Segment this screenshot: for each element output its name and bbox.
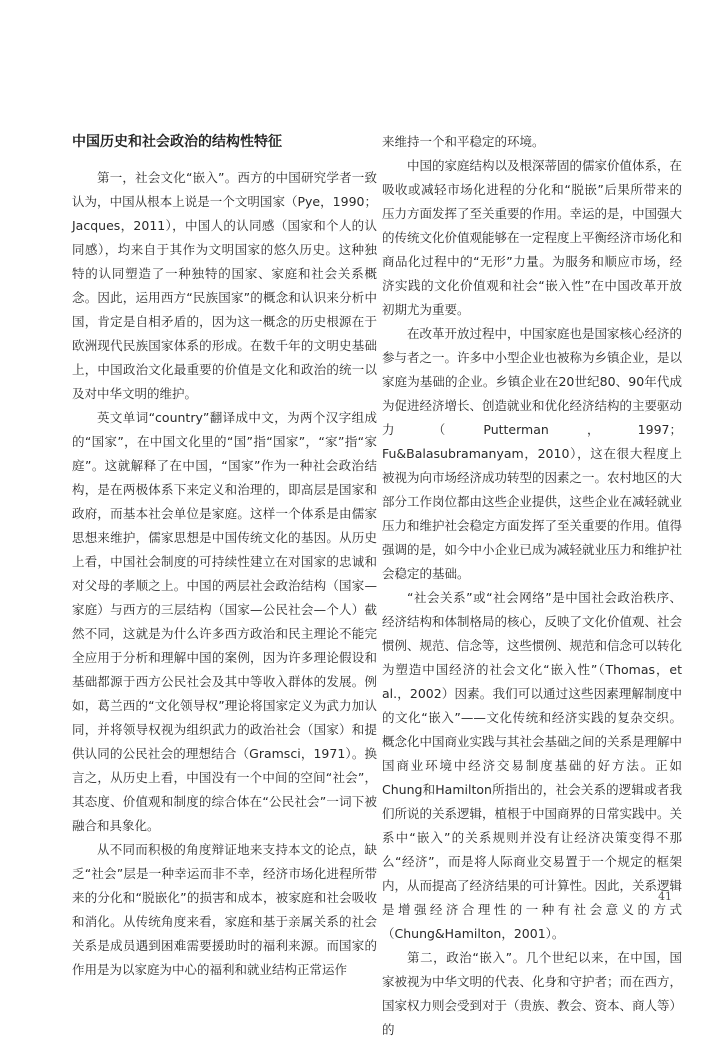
left-column-body bbox=[72, 166, 377, 982]
page-number: 41 bbox=[658, 890, 672, 903]
paragraph: “社会关系”或“社会网络”是中国社会政治秩序、经济结构和体制格局的核心，反映了文化价值观、社会惯例、规范、信念等，这些惯例、规范和信念可以转化为塑造中国经济的社会文化“嵌入性”（Thomas，et al.，2002）因素。我们可以通过这些因素理解制度中的文化“嵌入”——文化传统和经济实践的复杂交织。概念化中国商业实践与其社会基础之间的关系是理解中国商业环境中经济交易制度基础的好方法。正如Chung和Hamilton所指出的，社会关系的逻辑或者我们所说的关系逻辑，植根于中国商界的日常实践中。关系中“嵌入”的关系规则并没有让经济决策变得不那么“经济”，而是将人际商业交易置于一个规定的框架内，从而提高了经济结果的可计算性。因此，关系逻辑是增强经济合理性的一种有社会意义的方式（Chung&Hamilton，2001）。 bbox=[382, 590, 683, 941]
paragraph: 第一，社会文化“嵌入”。西方的中国研究学者一致认为，中国从根本上说是一个文明国家（Pye，1990；Jacques，2011），中国人的认同感（国家和个人的认同感），均来自于其作为文明国家的悠久历史。这种独特的认同塑造了一种独特的国家、家庭和社会关系概念。因此，运用西方“民族国家”的概念和认识来分析中国，肯定是自相矛盾的，因为这一概念的历史根源在于欧洲现代民族国家体系的形成。在数千年的文明史基础上，中国政治文化最重要的价值是文化和政治的统一以及对中华文明的维护。 bbox=[72, 170, 377, 401]
paragraph: 从不同而积极的角度辩证地来支持本文的论点，缺乏“社会”层是一种幸运而非不幸，经济市场化进程所带来的分化和“脱嵌化”的损害和成本，被家庭和社会吸收和消化。从传统角度来看，家庭和基于亲属关系的社会关系是成员遇到困难需要援助时的福利来源。而国家的作用是为以家庭为中心的福利和就业结构正常运作 bbox=[72, 842, 377, 977]
paragraph: 在改革开放过程中，中国家庭也是国家核心经济的参与者之一。许多中小型企业也被称为乡镇企业，是以家庭为基础的企业。乡镇企业在20世纪80、90年代成为促进经济增长、创造就业和优化经济结构的主要驱动力（Putterman，1997；Fu&Balasubramanyam，2010），这在很大程度上被视为向市场经济成功转型的因素之一。农村地区的大部分工作岗位都由这些企业提供，这些企业在减轻就业压力和维护社会稳定方面发挥了至关重要的作用。值得强调的是，如今中小企业已成为减轻就业压力和维护社会稳定的基础。 bbox=[382, 326, 683, 581]
right-column-body bbox=[382, 130, 682, 1042]
paragraph: 来维持一个和平稳定的环境。 bbox=[382, 134, 545, 149]
paragraph: 第二，政治“嵌入”。几个世纪以来，在中国，国家被视为中华文明的代表、化身和守护者；而在西方，国家权力则会受到对于（贵族、教会、资本、商人等）的 bbox=[382, 950, 683, 1037]
left-column bbox=[72, 130, 377, 982]
right-column bbox=[382, 130, 682, 1042]
section-heading: 中国历史和社会政治的结构性特征 bbox=[72, 134, 282, 150]
paragraph: 英文单词“country”翻译成中文，为两个汉字组成的“国家”，在中国文化里的“国”指“国家”，“家”指“家庭”。这就解释了在中国，“国家”作为一种社会政治结构，是在两极体系下来定义和治理的，即高层是国家和政府，而基本社会单位是家庭。这样一个体系是由儒家思想来维护，儒家思想是中国传统文化的基因。从历史上看，中国社会制度的可持续性建立在对国家的忠诚和对父母的孝顺之上。中国的两层社会政治结构（国家—家庭）与西方的三层结构（国家—公民社会—个人）截然不同，这就是为什么许多西方政治和民主理论不能完全应用于分析和理解中国的案例，因为许多理论假设和基础都源于西方公民社会及其中等收入群体的发展。例如，葛兰西的“文化领导权”理论将国家定义为武力加认同，并将领导权视为组织武力的政治社会（国家）和提供认同的公民社会的理想结合（Gramsci，1971）。换言之，从历史上看，中国没有一个中间的空间“社会”，其态度、价值观和制度的综合体在“公民社会”一词下被融合和具象化。 bbox=[72, 410, 377, 833]
paragraph: 中国的家庭结构以及根深蒂固的儒家价值体系，在吸收或减轻市场化进程的分化和“脱嵌”后果所带来的压力方面发挥了至关重要的作用。幸运的是，中国强大的传统文化价值观能够在一定程度上平衡经济市场化和商品化过程中的“无形”力量。为服务和顺应市场，经济实践的文化价值观和社会“嵌入性”在中国改革开放初期尤为重要。 bbox=[382, 158, 683, 317]
